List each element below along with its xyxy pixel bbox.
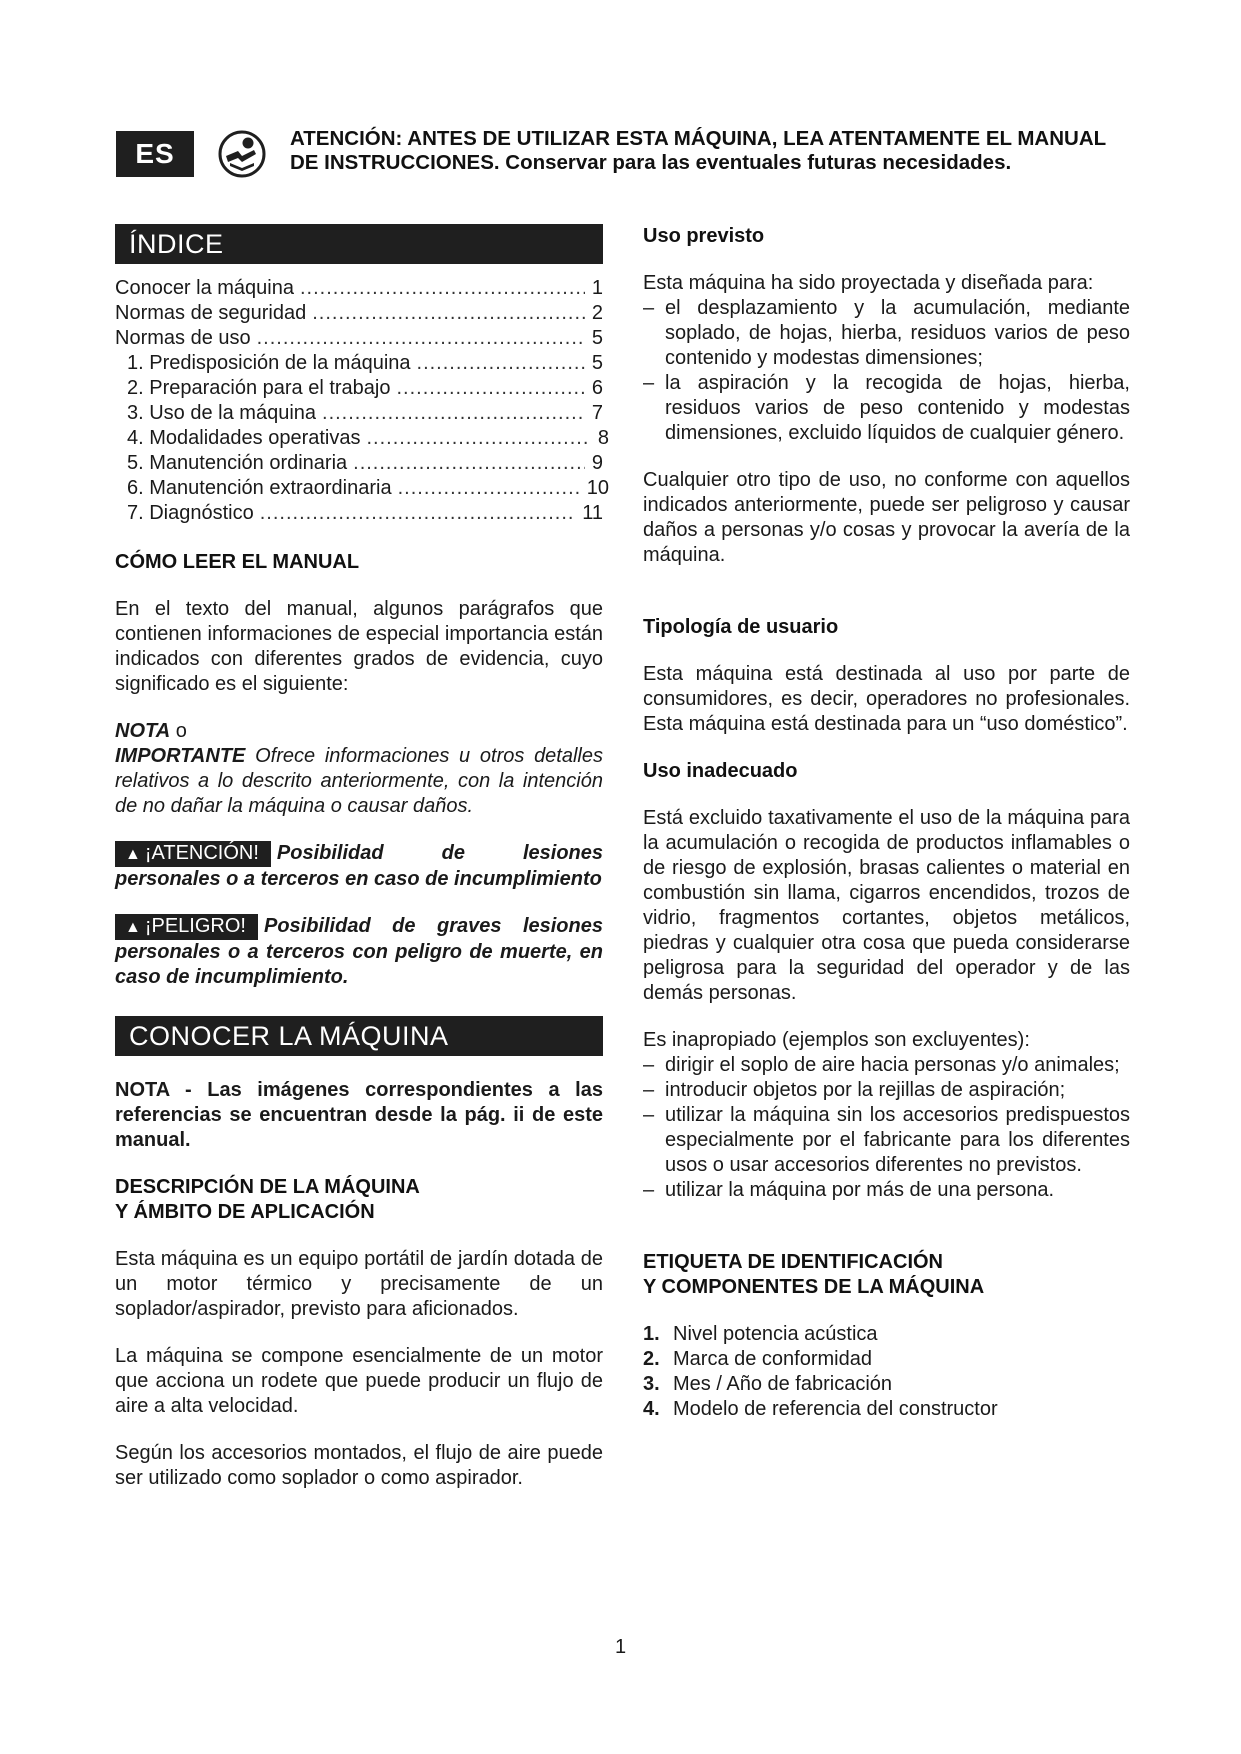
list-item: – utilizar la máquina por más de una persona. <box>643 1178 1130 1203</box>
toc-item[interactable]: 6. Manutención extraordinaria ..... 10 <box>115 476 603 501</box>
uso-previsto-after: Cualquier otro tipo de uso, no conforme con aquellos indicados anteriormente, puede ser peligroso y causar daños a personas y/o cosas y provocar la avería de la máquina. <box>643 469 1130 566</box>
uso-previsto-intro: Esta máquina ha sido proyectada y diseñada para: <box>643 272 1094 294</box>
toc-item[interactable]: Conocer la máquina ..... 1 <box>115 276 603 301</box>
etiqueta-title: ETIQUETA DE IDENTIFICACIÓN Y COMPONENTES DE LA MÁQUINA <box>643 1251 985 1298</box>
list-item: – el desplazamiento y la acumulación, mediante soplado, de hojas, hierba, residuos varios de peso contenido y modestas dimensiones; <box>643 296 1130 371</box>
etiqueta-list <box>643 1322 1130 1422</box>
conocer-paragraph-2: La máquina se compone esencialmente de un motor que acciona un rodete que puede producir un flujo de aire a alta velocidad. <box>115 1345 603 1417</box>
language-badge: ES <box>116 131 194 177</box>
uso-inadecuado-list <box>643 1053 1130 1203</box>
warning-triangle-icon: ▲ <box>125 919 141 936</box>
list-item: – dirigir el soplo de aire hacia personas y/o animales; <box>643 1053 1130 1078</box>
list-item: 1. Nivel potencia acústica <box>643 1323 878 1345</box>
list-item: 3. Mes / Año de fabricación <box>643 1373 893 1395</box>
conocer-title: CONOCER LA MÁQUINA <box>115 1016 603 1056</box>
list-item: 2. Marca de conformidad <box>643 1348 872 1370</box>
uso-previsto-title: Uso previsto <box>643 225 765 247</box>
nota-importante-paragraph: NOTA o IMPORTANTE Ofrece informaciones u otros detalles relativos a lo descrito anteriormente, con la intención de no dañar la máquina o causar daños. <box>115 720 603 817</box>
toc-item[interactable]: Normas de uso ..... 5 <box>115 326 603 351</box>
tipologia-text: Esta máquina está destinada al uso por parte de consumidores, es decir, operadores no profesionales. Esta máquina está destinada para un “uso doméstico”. <box>643 663 1130 735</box>
uso-inadecuado-text: Está excluido taxativamente el uso de la máquina para la acumulación o recogida de productos inflamables o de riesgo de explosión, brasas calientes o material en combustión sin llama, cigarros encendidos, trozos de vidrio, fragmentos cortantes, objetos metálicos, piedras y cualquier otra cosa que pueda considerarse peligrosa para la seguridad del operador y de las demás personas. <box>643 807 1130 1004</box>
como-leer-title: CÓMO LEER EL MANUAL <box>115 551 360 573</box>
left-column <box>115 224 609 1491</box>
warning-triangle-icon: ▲ <box>125 846 141 863</box>
read-manual-icon <box>218 130 266 178</box>
toc-item[interactable]: 7. Diagnóstico ..... 11 <box>115 501 603 526</box>
list-item: – la aspiración y la recogida de hojas, hierba, residuos varios de peso contenido y modestas dimensiones, excluido líquidos de cualquier género. <box>643 371 1130 446</box>
toc-item[interactable]: 3. Uso de la máquina ..... 7 <box>115 401 603 426</box>
list-item: 4. Modelo de referencia del constructor <box>643 1398 998 1420</box>
right-column <box>643 224 1130 1422</box>
uso-inadecuado-title: Uso inadecuado <box>643 760 798 782</box>
uso-previsto-list <box>643 296 1130 446</box>
como-leer-intro: En el texto del manual, algunos parágrafos que contienen informaciones de especial importancia están indicados con diferentes grados de evidencia, cuyo significado es el siguiente: <box>115 598 603 695</box>
toc-item[interactable]: 5. Manutención ordinaria ..... 9 <box>115 451 603 476</box>
peligro-paragraph: ▲ ¡PELIGRO! Posibilidad de graves lesiones personales o a terceros con peligro de muerte, en caso de incumplimiento. <box>115 915 603 988</box>
tipologia-title: Tipología de usuario <box>643 616 839 638</box>
conocer-paragraph-3: Según los accesorios montados, el flujo de aire puede ser utilizado como soplador o como aspirador. <box>115 1442 603 1489</box>
warning-line-2: DE INSTRUCCIONES. Conservar para las eventuales futuras necesidades. <box>290 151 1012 174</box>
conocer-nota: NOTA - Las imágenes correspondientes a las referencias se encuentran desde la pág. ii de este manual. <box>115 1079 603 1151</box>
toc-item[interactable]: 4. Modalidades operativas ..... 8 <box>115 426 603 451</box>
page-number: 1 <box>614 1636 627 1658</box>
peligro-label: ▲ ¡PELIGRO! <box>115 914 258 940</box>
index-title: ÍNDICE <box>115 224 603 264</box>
atencion-paragraph: ▲ ¡ATENCIÓN! Posibilidad de lesiones personales o a terceros en caso de incumplimiento <box>115 842 603 890</box>
warning-line-1: ATENCIÓN: ANTES DE UTILIZAR ESTA MÁQUINA, LEA ATENTAMENTE EL MANUAL <box>290 127 1107 150</box>
descripcion-title: DESCRIPCIÓN DE LA MÁQUINA Y ÁMBITO DE APLICACIÓN <box>115 1176 420 1223</box>
conocer-paragraph-1: Esta máquina es un equipo portátil de jardín dotada de un motor térmico y precisamente de un soplador/aspirador, previsto para aficionados. <box>115 1248 603 1320</box>
uso-inadecuado-intro2: Es inapropiado (ejemplos son excluyentes): <box>643 1029 1030 1051</box>
toc-item[interactable]: 1. Predisposición de la máquina ..... 5 <box>115 351 603 376</box>
list-item: – utilizar la máquina sin los accesorios predispuestos especialmente por el fabricante para los diferentes usos o usar accesorios diferentes no previstos. <box>643 1103 1130 1178</box>
warning-header <box>290 127 1150 175</box>
toc-item[interactable]: 2. Preparación para el trabajo ..... 6 <box>115 376 603 401</box>
toc-item[interactable]: Normas de seguridad ..... 2 <box>115 301 603 326</box>
list-item: – introducir objetos por la rejillas de aspiración; <box>643 1078 1130 1103</box>
table-of-contents <box>115 276 609 526</box>
atencion-label: ▲ ¡ATENCIÓN! <box>115 841 271 867</box>
